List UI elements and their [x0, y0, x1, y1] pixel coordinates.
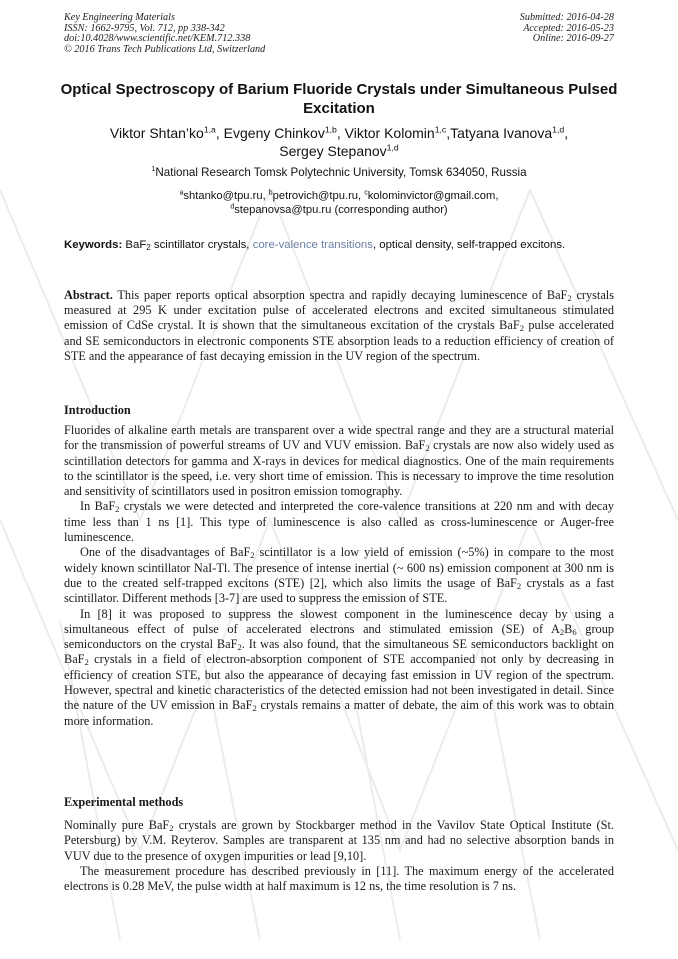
email-link[interactable]: $^b$petrovich@tpu.ru,: [268, 189, 365, 202]
keywords: Keywords: BaF$_2$ scintillator crystals, core-valence transitions, optical density, self-trapped excitons.: [64, 239, 566, 252]
journal-name: Key Engineering Materials: [64, 12, 175, 23]
submitted-date: Submitted: 2016-04-28: [519, 12, 614, 23]
journal-header-right: [520, 13, 614, 45]
accepted-date: Accepted: 2016-05-23: [523, 22, 614, 34]
author-list: [40, 124, 638, 160]
methods-heading: Experimental methods: [64, 795, 184, 809]
paragraph: The measurement procedure has described previously in [11]. The maximum energy of the accelerated electrons is 0.28 MeV, the pulse width at half maximum is 12 ns, the time resolution is 7 ns.: [64, 863, 614, 894]
journal-issn: ISSN: 1662-9795, Vol. 712, pp 338-342: [64, 22, 225, 34]
author-emails: [60, 189, 618, 217]
paragraph: Fluorides of alkaline earth metals are transparent over a wide spectral range and they are a structural material for the transmission of powerful streams of UV and VUV emission. BaF$_2$ crystals are now also widely used as scintillation detectors for gamma and X-rays in devices for medical diagnostics. One of the main requirements to the scintillator is the speed, i.e. very short time of emission. This is necessary to improve the time resolution and sensitivity of scintillators used in positron emission tomography.: [64, 423, 614, 499]
author: Tatyana Ivanova$^{1,d}$,: [450, 124, 569, 141]
journal-copyright: © 2016 Trans Tech Publications Ltd, Switzerland: [64, 43, 266, 55]
paragraph: In [8] it was proposed to suppress the slowest component in the luminescence decay by using a simultaneous effect of pulse of accelerated electrons and stimulated emission (SE) of $A_2B_6$ group semiconductors on the crystal BaF$_2$. It was also found, that the simultaneous SE semiconductors backlight on BaF$_2$ crystals in a field of electron-absorption component of STE accompanied not only by decreasing in efficiency of creation STE, but also the appearance of decaying fast emission in UV region of the spectrum. However, spectral and kinetic characteristics of the detected emission had not been investigated in detail. Since the nature of the UV emission in BaF$_2$ crystals remains a matter of debate, the aim of this work was to obtain more information.: [64, 606, 615, 728]
introduction-body: [64, 423, 614, 729]
paragraph: In BaF$_2$ crystals we were detected and interpreted the core-valence transitions at 220 nm and with decay time less than 1 ns [1]. This type of luminescence is also called as cross-luminescence or Auger-free luminescence.: [64, 499, 614, 545]
email-link[interactable]: $^a$shtanko@tpu.ru,: [179, 189, 269, 202]
affiliation: $^1$National Research Tomsk Polytechnic University, Tomsk 634050, Russia: [151, 164, 527, 179]
online-date: Online: 2016-09-27: [532, 33, 614, 45]
author: Viktor Kolomin$^{1,c}$,: [344, 124, 451, 141]
journal-doi[interactable]: doi:10.4028/www.scientific.net/KEM.712.338: [64, 33, 251, 45]
journal-header-left: [64, 13, 265, 55]
keyword-link[interactable]: core-valence transitions: [252, 239, 373, 251]
author: Evgeny Chinkov$^{1,b}$,: [223, 124, 345, 141]
introduction-heading: Introduction: [64, 403, 131, 417]
paper-title: Optical Spectroscopy of Barium Fluoride Crystals under Simultaneous Pulsed Excitation: [60, 81, 618, 117]
methods-body: [64, 818, 614, 894]
abstract: Abstract. This paper reports optical absorption spectra and rapidly decaying luminescence of BaF$_2$ crystals measured at 295 K under excitation pulse of accelerated electrons and excited simultaneous stimulated emission of CdSe crystal. It is shown that the simultaneous excitation of the crystals BaF$_2$ pulse accelerated and SE semiconductors in electronic components STE absorption leads to a reduction efficiency of creation of STE and the appearance of fast decaying emission in the UV region of the spectrum.: [64, 288, 615, 363]
author: Sergey Stepanov$^{1,d}$: [279, 142, 399, 159]
paragraph: Nominally pure BaF$_2$ crystals are grown by Stockbarger method in the Vavilov State Optical Institute (St. Petersburg) by V.M. Reyterov. Samples are transparent at 135 nm and had no selective absorption bands in VUV due to the presence of oxygen impurities or lead [9,10].: [64, 818, 614, 863]
abstract-label: Abstract.: [64, 288, 113, 302]
author: Viktor Shtan’ko$^{1,a}$,: [109, 124, 224, 141]
email-link[interactable]: $^d$stepanovsa@tpu.ru (corresponding author): [230, 203, 448, 216]
paragraph: One of the disadvantages of BaF$_2$ scintillator is a low yield of emission (~5%) in compare to the most widely known scintillator NaI-Tl. The presence of intense inertial (~ 600 ns) emission component at 300 nm is due to the created self-trapped excitons (STE) [2], which also limits the usage of BaF$_2$ crystals as a fast scintillator. Different methods [3-7] are used to suppress the emission of STE.: [64, 545, 614, 606]
email-link[interactable]: $^c$kolominvictor@gmail.com,: [364, 189, 499, 202]
keywords-label: Keywords:: [64, 239, 123, 251]
